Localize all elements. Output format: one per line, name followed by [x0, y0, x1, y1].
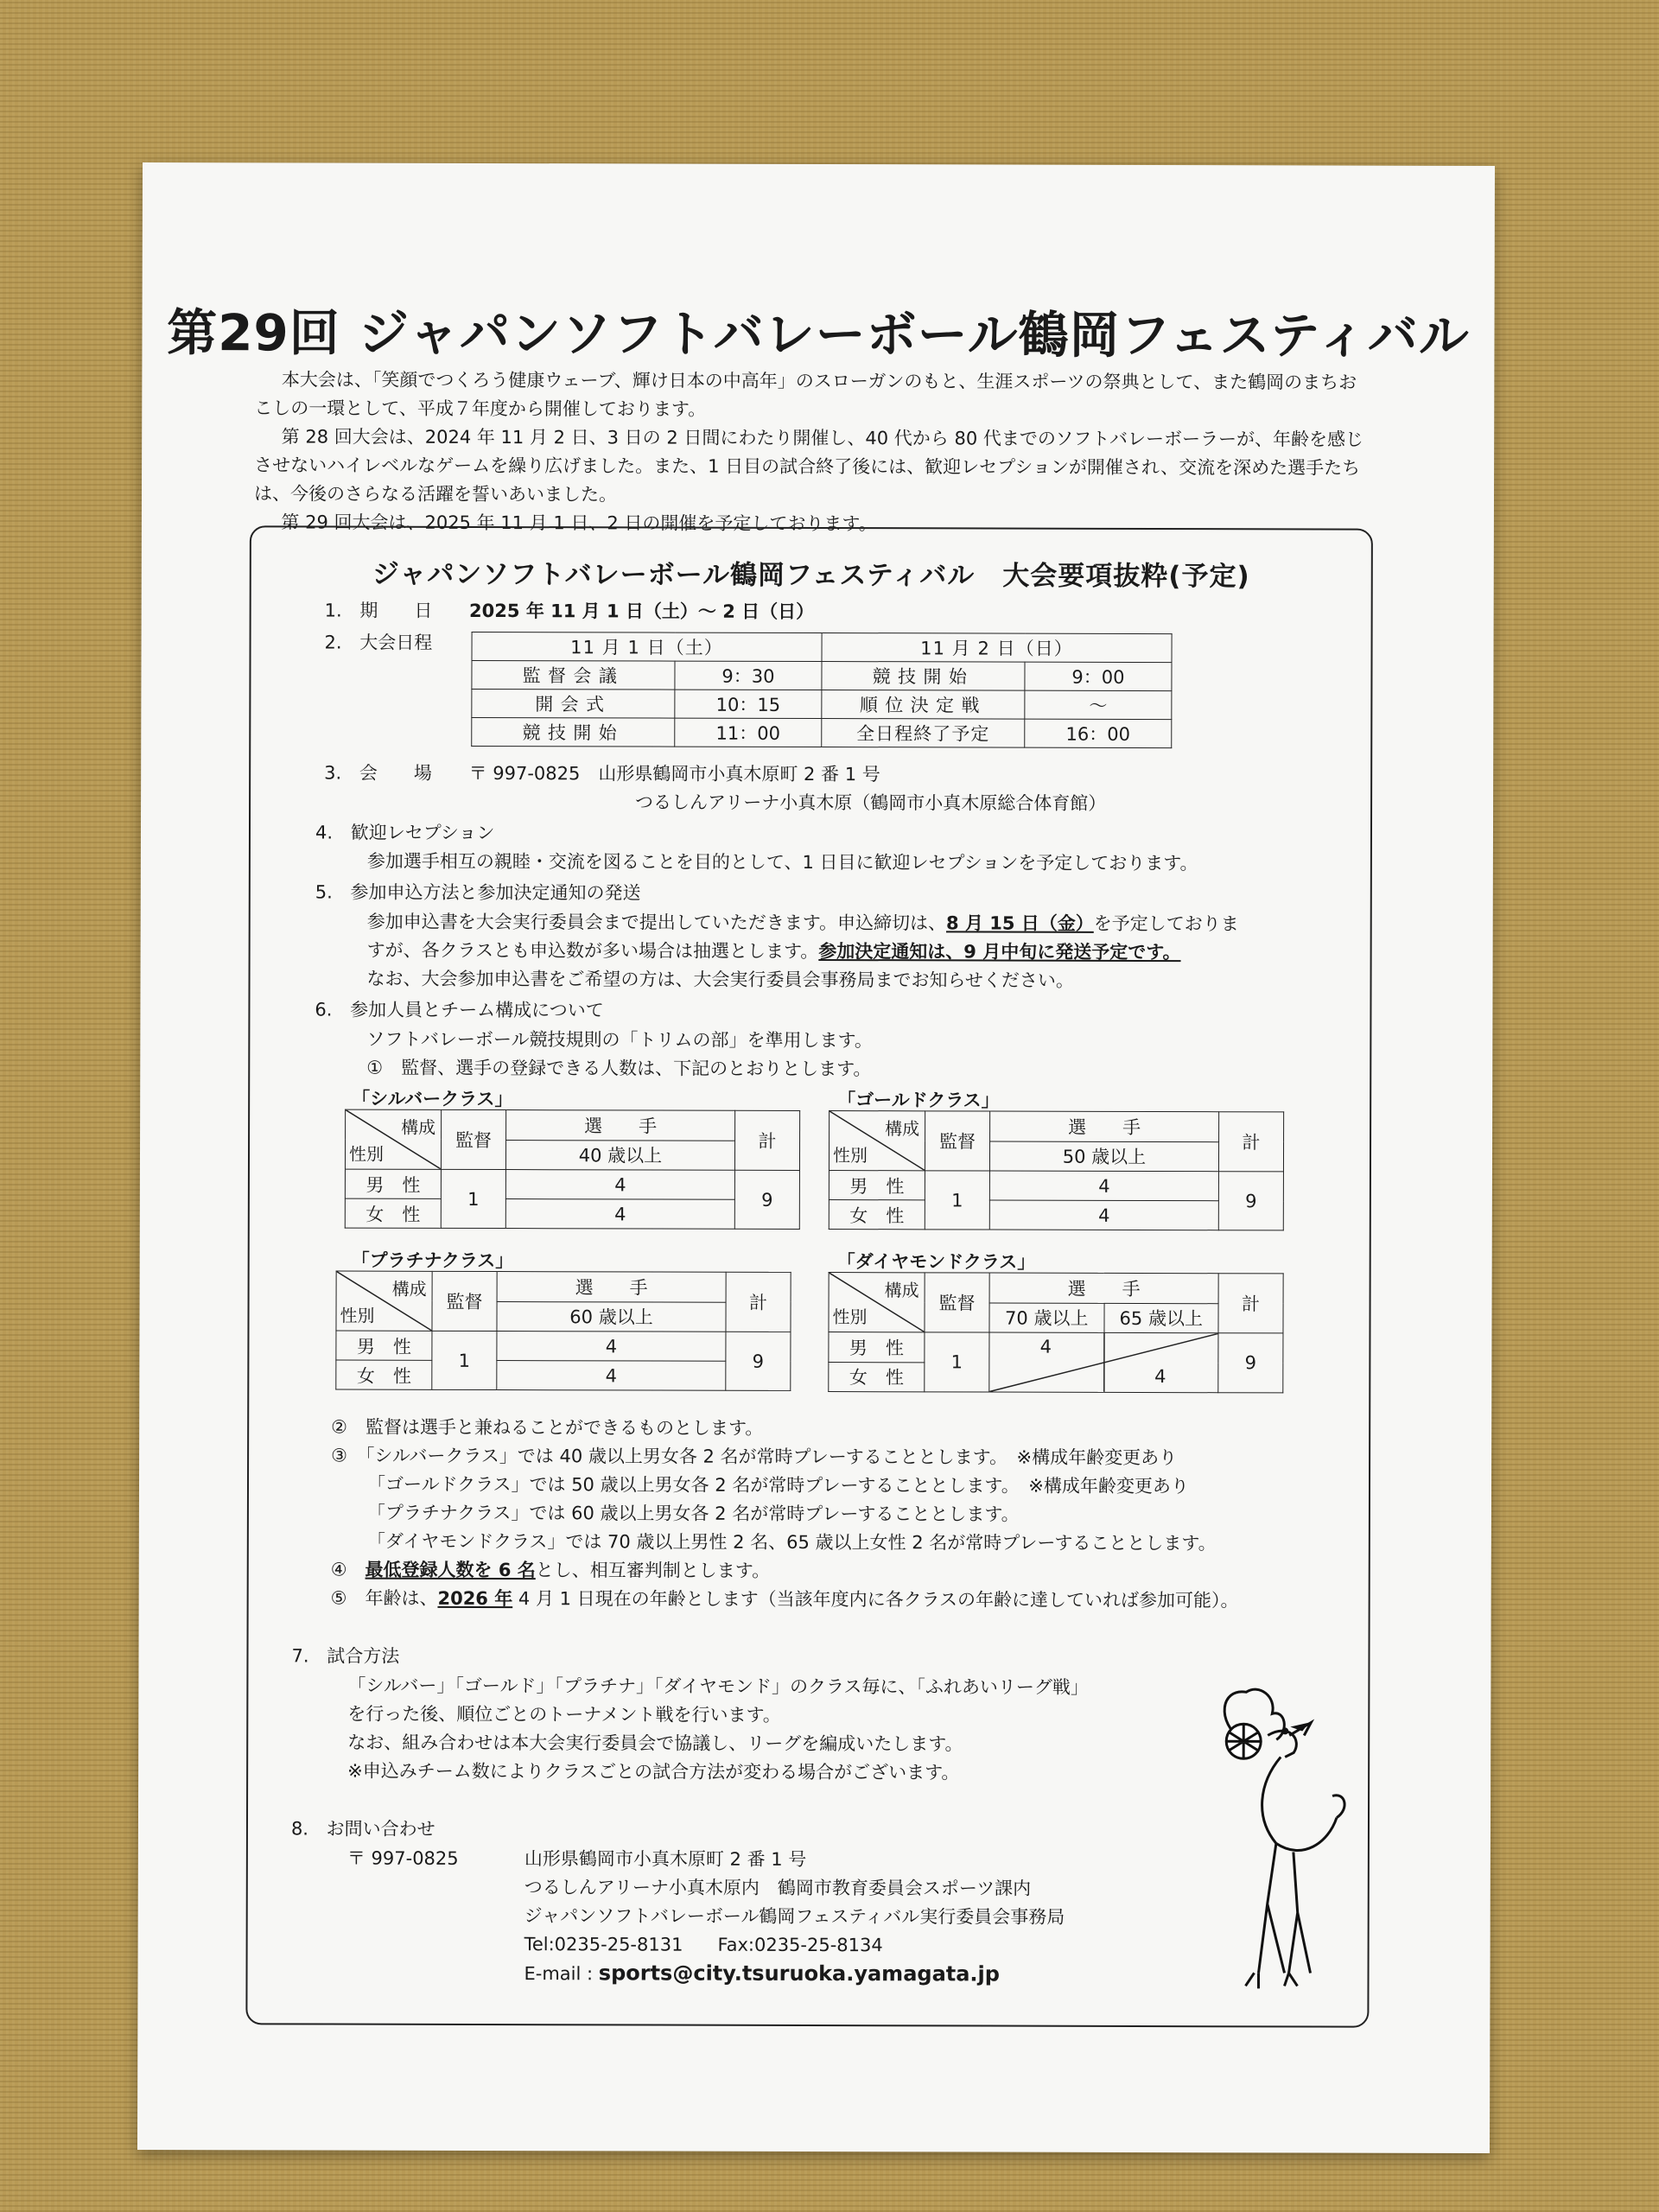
header-total: 計 [1218, 1274, 1283, 1333]
header-total: 計 [726, 1272, 791, 1332]
section-number: 1. [324, 600, 342, 621]
header-sex: 性別 [832, 1306, 868, 1328]
header-player: 選 手 [989, 1273, 1218, 1303]
section-label: お問い合わせ [326, 1818, 435, 1840]
header-diagonal-cell [829, 1111, 925, 1171]
match-line: ※申込みチーム数によりクラスごとの試合方法が変わる場合がございます。 [347, 1760, 960, 1783]
schedule-table [471, 632, 1172, 748]
contact-line: ジャパンソフトバレーボール鶴岡フェスティバル実行委員会事務局 [524, 1905, 1065, 1928]
male-count: 4 [1039, 1336, 1052, 1357]
class-table [345, 1109, 800, 1230]
intro-paragraph: 第 28 回大会は、2024 年 11 月 2 日、3 日の 2 日間にわたり開催し、40 代から 80 代までのソフトバレーボーラーが、年齢を感じさせないハイレベルなゲームを繰り広げました。また、1 日目の試合終了後には、歓迎レセプションが開催され、交流を深めた選手たちは、今後のさらなる活躍を誓いあいました。 [253, 426, 1364, 505]
deadline-date: 8 月 15 日（金） [946, 912, 1094, 934]
section-label: 参加申込方法と参加決定通知の発送 [350, 881, 641, 904]
age-limit: 65 歳以上 [1103, 1303, 1218, 1333]
section-label: 会 場 [359, 762, 432, 784]
section-number: 6. [315, 999, 333, 1020]
header-sex: 性別 [832, 1145, 868, 1166]
section-number: 8. [290, 1818, 309, 1840]
total-count: 9 [726, 1332, 791, 1390]
header-diagonal-cell [336, 1271, 432, 1331]
note-text: ⑤ 年齢は、 [330, 1587, 438, 1609]
tel: Tel:0235-25-8131 [524, 1934, 683, 1955]
note-line: 「プラチナクラス」では 60 歳以上男女各 2 名が常時プレーすることとします。 [366, 1502, 1020, 1525]
class-table [829, 1110, 1284, 1230]
coach-count: 1 [925, 1332, 989, 1392]
class-table [828, 1272, 1283, 1393]
note-line: 「ゴールドクラス」では 50 歳以上男女各 2 名が常時プレーすることとします。 ※構成年齢変更あり [366, 1473, 1189, 1497]
schedule-time: ～ [1025, 690, 1172, 719]
section-label: 期 日 [359, 600, 433, 621]
row-male: 男 性 [345, 1169, 441, 1198]
age-limit: 50 歳以上 [989, 1141, 1218, 1172]
section-label: 大会日程 [359, 632, 433, 653]
age-limit: 70 歳以上 [989, 1303, 1104, 1333]
coach-count: 1 [432, 1331, 497, 1389]
diamond-player-cell [989, 1332, 1218, 1393]
section-date [325, 597, 815, 626]
section-number: 2. [324, 632, 342, 653]
row-female: 女 性 [345, 1198, 441, 1228]
schedule-item: 競技開始 [472, 717, 675, 747]
application-line [367, 937, 1181, 966]
header-coach: 監督 [925, 1273, 989, 1332]
schedule-day1-header: 11 月 1 日（土） [472, 632, 822, 661]
header-sex: 性別 [340, 1305, 375, 1326]
note-line: ② 監督は選手と兼ねることができるものとします。 [331, 1416, 764, 1439]
min-members: 最低登録人数を 6 名 [365, 1559, 536, 1581]
section-number: 7. [291, 1645, 309, 1667]
row-male: 男 性 [336, 1331, 432, 1360]
section-match [291, 1642, 399, 1669]
class-name: 「シルバークラス」 [352, 1088, 513, 1110]
section-team [315, 995, 603, 1024]
section-venue [324, 760, 880, 789]
note-line [331, 1556, 770, 1585]
header-player: 選 手 [990, 1111, 1219, 1141]
section-number: 5. [315, 881, 333, 903]
fax: Fax:0235-25-8134 [717, 1934, 883, 1956]
section-number: 4. [315, 822, 334, 843]
section-schedule-label [325, 629, 433, 657]
section-label: 試合方法 [327, 1645, 400, 1667]
header-structure: 構成 [391, 1278, 427, 1300]
row-female: 女 性 [829, 1200, 925, 1230]
notification-date: 参加決定通知は、9 月中旬に発送予定です。 [818, 941, 1181, 963]
contact-phone [524, 1930, 883, 1959]
match-line: を行った後、順位ごとのトーナメント戦を行います。 [347, 1703, 781, 1726]
header-diagonal-cell [345, 1109, 441, 1169]
female-count: 4 [497, 1361, 726, 1391]
application-line [367, 908, 1239, 938]
schedule-item: 競技開始 [822, 662, 1025, 691]
total-count: 9 [1218, 1172, 1283, 1230]
header-coach: 監督 [925, 1111, 989, 1171]
class-name: 「ダイヤモンドクラス」 [836, 1251, 1036, 1273]
schedule-time: 9：00 [1025, 662, 1172, 690]
header-player: 選 手 [497, 1272, 726, 1302]
flyer-sheet [137, 162, 1495, 2153]
schedule-item: 監督会議 [472, 660, 675, 690]
female-count: 4 [1154, 1366, 1166, 1388]
outline-box [245, 525, 1373, 2027]
schedule-time: 10：15 [675, 690, 822, 718]
total-count: 9 [734, 1170, 799, 1229]
header-structure: 構成 [885, 1118, 920, 1140]
intro-paragraph: 本大会は、「笑顔でつくろう健康ウェーブ、輝け日本の中高年」のスローガンのもと、生涯スポーツの祭典として、また鶴岡のまちおこしの一環として、平成７年度から開催しております。 [254, 369, 1357, 420]
schedule-item: 開会式 [472, 689, 675, 718]
schedule-time: 9：30 [675, 661, 822, 690]
age-year: 2026 年 [437, 1587, 513, 1610]
crane-mascot-illustration [1206, 1688, 1354, 1999]
header-structure: 構成 [884, 1280, 919, 1301]
female-count: 4 [505, 1199, 734, 1230]
section-reception [315, 818, 495, 847]
note-line: ③ 「シルバークラス」では 40 歳以上男女各 2 名が常時プレーすることとします。 ※構成年齢変更あり [331, 1445, 1178, 1469]
event-date: 2025 年 11 月 1 日（土）～ 2 日（日） [469, 600, 815, 622]
coach-count: 1 [925, 1171, 989, 1230]
email-address[interactable]: sports@city.tsuruoka.yamagata.jp [598, 1961, 1001, 1986]
application-text: を予定しておりま [1093, 912, 1239, 935]
section-application [315, 878, 641, 906]
class-name: 「ゴールドクラス」 [837, 1090, 1000, 1111]
header-player: 選 手 [506, 1110, 735, 1141]
header-structure: 構成 [401, 1116, 436, 1138]
header-coach: 監督 [441, 1109, 505, 1169]
note-line [331, 1585, 1239, 1615]
application-text: 参加申込書を大会実行委員会まで提出していただきます。申込締切は、 [366, 911, 947, 934]
section-label: 参加人員とチーム構成について [350, 999, 604, 1021]
schedule-row [472, 689, 1172, 719]
page-title: 第29回 ジャパンソフトバレーボール鶴岡フェスティバル [167, 303, 1470, 365]
male-count: 4 [497, 1332, 726, 1362]
schedule-row [472, 660, 1172, 690]
email-label: E-mail : [524, 1963, 599, 1985]
class-name: 「プラチナクラス」 [351, 1249, 514, 1272]
schedule-row [472, 717, 1172, 747]
intro-text [254, 365, 1365, 539]
note-text: ④ [330, 1559, 365, 1580]
header-total: 計 [1218, 1112, 1283, 1172]
schedule-time: 11：00 [675, 718, 822, 747]
team-rule-line: ソフトバレーボール競技規則の「トリムの部」を準用します。 [366, 1028, 873, 1052]
schedule-item: 順位決定戦 [822, 690, 1025, 720]
note-line: 「ダイヤモンドクラス」では 70 歳以上男性 2 名、65 歳以上女性 2 名が常時プレーすることとします。 [366, 1530, 1217, 1554]
male-count: 4 [505, 1170, 734, 1200]
header-sex: 性別 [348, 1143, 385, 1165]
venue-name: つるしんアリーナ小真木原（鶴岡市小真木原総合体育館） [635, 791, 1107, 814]
match-line: なお、組み合わせは本大会実行委員会で協議し、リーグを編成いたします。 [347, 1732, 963, 1755]
section-number: 3. [324, 762, 342, 784]
contact-address: 山形県鶴岡市小真木原町 2 番 1 号 [524, 1848, 807, 1870]
female-count: 4 [989, 1200, 1218, 1230]
intro-paragraph: 第 29 回大会は、2025 年 11 月 1 日、2 日の開催を予定しております。 [281, 512, 877, 535]
reception-text: 参加選手相互の親睦・交流を図ることを目的として、1 日目に歓迎レセプションを予定しております。 [366, 850, 1198, 874]
schedule-item: 全日程終了予定 [822, 719, 1025, 748]
application-text: すが、各クラスとも申込数が多い場合は抽選とします。 [366, 939, 819, 963]
note-text: とし、相互審判制とします。 [535, 1560, 771, 1581]
team-rule-line: ① 監督、選手の登録できる人数は、下記のとおりとします。 [366, 1057, 872, 1080]
contact-line: つるしんアリーナ小真木原内 鶴岡市教育委員会スポーツ課内 [524, 1877, 1032, 1899]
outline-title: ジャパンソフトバレーボール鶴岡フェスティバル 大会要項抜粋(予定) [372, 558, 1250, 593]
male-count: 4 [989, 1171, 1218, 1201]
age-limit: 60 歳以上 [497, 1301, 726, 1332]
section-contact [291, 1815, 435, 1842]
match-line: 「シルバー」「ゴールド」「プラチナ」「ダイヤモンド」のクラス毎に、「ふれあいリーグ戦」 [347, 1675, 1089, 1698]
age-limit: 40 歳以上 [505, 1140, 734, 1170]
header-coach: 監督 [432, 1271, 497, 1331]
venue-address: 〒 997-0825 山形県鶴岡市小真木原町 2 番 1 号 [468, 762, 880, 785]
header-total: 計 [734, 1110, 799, 1170]
coach-count: 1 [441, 1169, 505, 1228]
row-female: 女 性 [336, 1360, 432, 1389]
schedule-day2-header: 11 月 2 日（日） [822, 633, 1172, 663]
schedule-time: 16：00 [1025, 719, 1172, 747]
row-male: 男 性 [829, 1332, 925, 1363]
application-line: なお、大会参加申込書をご希望の方は、大会実行委員会事務局までお知らせください。 [366, 968, 1074, 991]
header-diagonal-cell [829, 1273, 925, 1332]
section-label: 歓迎レセプション [350, 822, 495, 844]
row-male: 男 性 [829, 1171, 925, 1200]
note-text: 4 月 1 日現在の年齢とします（当該年度内に各クラスの年齢に達していれば参加可能）。 [512, 1588, 1239, 1611]
row-female: 女 性 [829, 1362, 925, 1392]
contact-email [524, 1959, 1000, 1988]
class-table [335, 1271, 791, 1391]
contact-zip: 〒 997-0825 [346, 1847, 459, 1869]
total-count: 9 [1218, 1333, 1283, 1393]
